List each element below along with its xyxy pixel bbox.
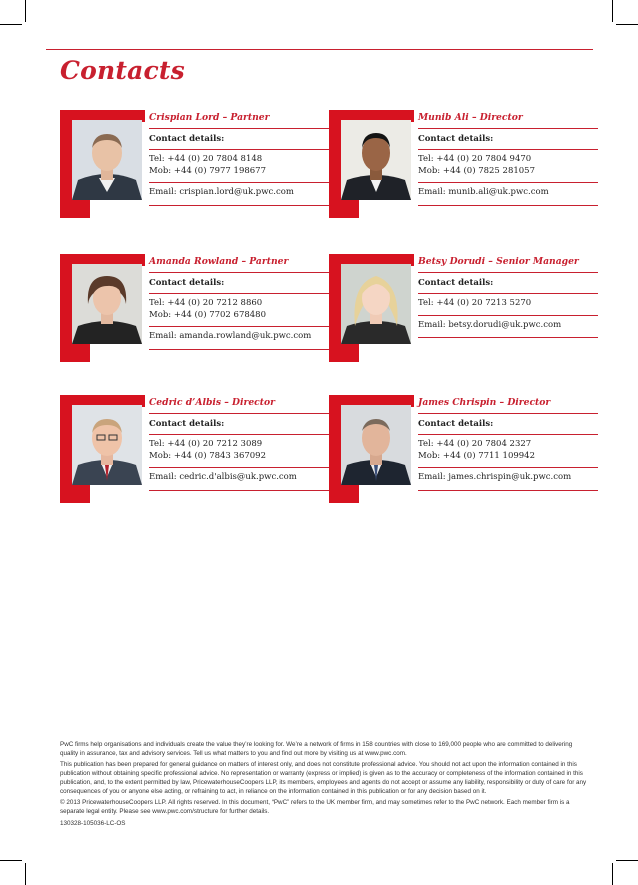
contact-name: Amanda Rowland – Partner — [149, 254, 329, 273]
page-title: Contacts — [60, 56, 185, 85]
contact-card — [60, 395, 330, 515]
email-link[interactable]: Email: amanda.rowland@uk.pwc.com — [149, 327, 329, 350]
crop-mark — [25, 863, 26, 885]
contact-card — [329, 395, 599, 515]
phone-mob: Mob: +44 (0) 7702 678480 — [149, 309, 266, 320]
phone-lines — [418, 150, 598, 183]
contact-name: Betsy Dorudi – Senior Manager — [418, 254, 598, 273]
email-link[interactable]: Email: cedric.d'albis@uk.pwc.com — [149, 468, 329, 491]
phone-tel: Tel: +44 (0) 20 7212 3089 — [149, 439, 263, 449]
phone-tel: Tel: +44 (0) 20 7804 9470 — [418, 154, 532, 164]
email-link[interactable]: Email: betsy.dorudi@uk.pwc.com — [418, 316, 598, 339]
phone-lines — [149, 294, 329, 327]
crop-mark — [612, 0, 613, 22]
crop-mark — [0, 24, 22, 25]
phone-mob: Mob: +44 (0) 7843 367092 — [149, 450, 266, 461]
crop-mark — [616, 860, 638, 861]
title-rule — [46, 49, 593, 50]
contact-card — [329, 254, 599, 374]
email-link[interactable]: Email: munib.ali@uk.pwc.com — [418, 183, 598, 206]
portrait-photo — [341, 264, 411, 344]
footer-about: PwC firms help organisations and individuals create the value they’re looking for. We’re a network of firms in 158 countries with close to 169,000 people who are committed to delivering quality in assurance, tax and advisory services. Tell us what matters to you and find out more by visiting us at www.pwc.com. — [60, 741, 573, 757]
phone-mob: Mob: +44 (0) 7711 109942 — [418, 450, 535, 461]
contact-card — [60, 254, 330, 374]
contact-name: James Chrispin – Director — [418, 395, 598, 414]
crop-mark — [0, 860, 22, 861]
portrait-photo — [72, 120, 142, 200]
contact-details-label: Contact details: — [149, 273, 329, 294]
contact-card — [329, 110, 599, 230]
contact-name: Crispian Lord – Partner — [149, 110, 329, 129]
contact-details-label: Contact details: — [149, 129, 329, 150]
phone-tel: Tel: +44 (0) 20 7212 8860 — [149, 298, 263, 308]
legal-footer — [60, 741, 588, 831]
email-link[interactable]: Email: crispian.lord@uk.pwc.com — [149, 183, 329, 206]
email-link[interactable]: Email: james.chrispin@uk.pwc.com — [418, 468, 598, 491]
phone-lines — [149, 435, 329, 468]
phone-mob: Mob: +44 (0) 7825 281057 — [418, 165, 535, 176]
phone-mob: Mob: +44 (0) 7977 198677 — [149, 165, 266, 176]
contact-details-label: Contact details: — [149, 414, 329, 435]
portrait-photo — [341, 120, 411, 200]
footer-code: 130328-105036-LC-OS — [60, 819, 126, 827]
phone-lines — [418, 294, 598, 316]
crop-mark — [25, 0, 26, 22]
phone-lines — [418, 435, 598, 468]
footer-disclaimer: This publication has been prepared for general guidance on matters of interest only, and does not constitute professional advice. You should not act upon the information contained in this publication without obtaining specific professional advice. No representation or warranty (express or implied) is given as to the accuracy or completeness of the information contained in this publication, and, to the extent permitted by law, PricewaterhouseCoopers LLP, its members, employees and agents do not accept or assume any liability, responsibility or duty of care for any consequences of you or anyone else acting, or refraining to act, in reliance on the information contained in this publication or for any decision based on it. — [60, 761, 587, 795]
phone-tel: Tel: +44 (0) 20 7804 2327 — [418, 439, 532, 449]
crop-mark — [616, 24, 638, 25]
footer-copyright: © 2013 PricewaterhouseCoopers LLP. All rights reserved. In this document, “PwC” refers to the UK member firm, and may sometimes refer to the PwC network. Each member firm is a separate legal entity. Please see www.pwc.com/structure for further details. — [60, 799, 570, 815]
contact-details-label: Contact details: — [418, 273, 598, 294]
phone-tel: Tel: +44 (0) 20 7804 8148 — [149, 154, 263, 164]
portrait-photo — [341, 405, 411, 485]
crop-mark — [612, 863, 613, 885]
contact-card — [60, 110, 330, 230]
portrait-photo — [72, 405, 142, 485]
contact-details-label: Contact details: — [418, 129, 598, 150]
portrait-photo — [72, 264, 142, 344]
phone-tel: Tel: +44 (0) 20 7213 5270 — [418, 298, 532, 308]
contact-details-label: Contact details: — [418, 414, 598, 435]
contact-name: Cedric d’Albis – Director — [149, 395, 329, 414]
contact-name: Munib Ali – Director — [418, 110, 598, 129]
phone-lines — [149, 150, 329, 183]
